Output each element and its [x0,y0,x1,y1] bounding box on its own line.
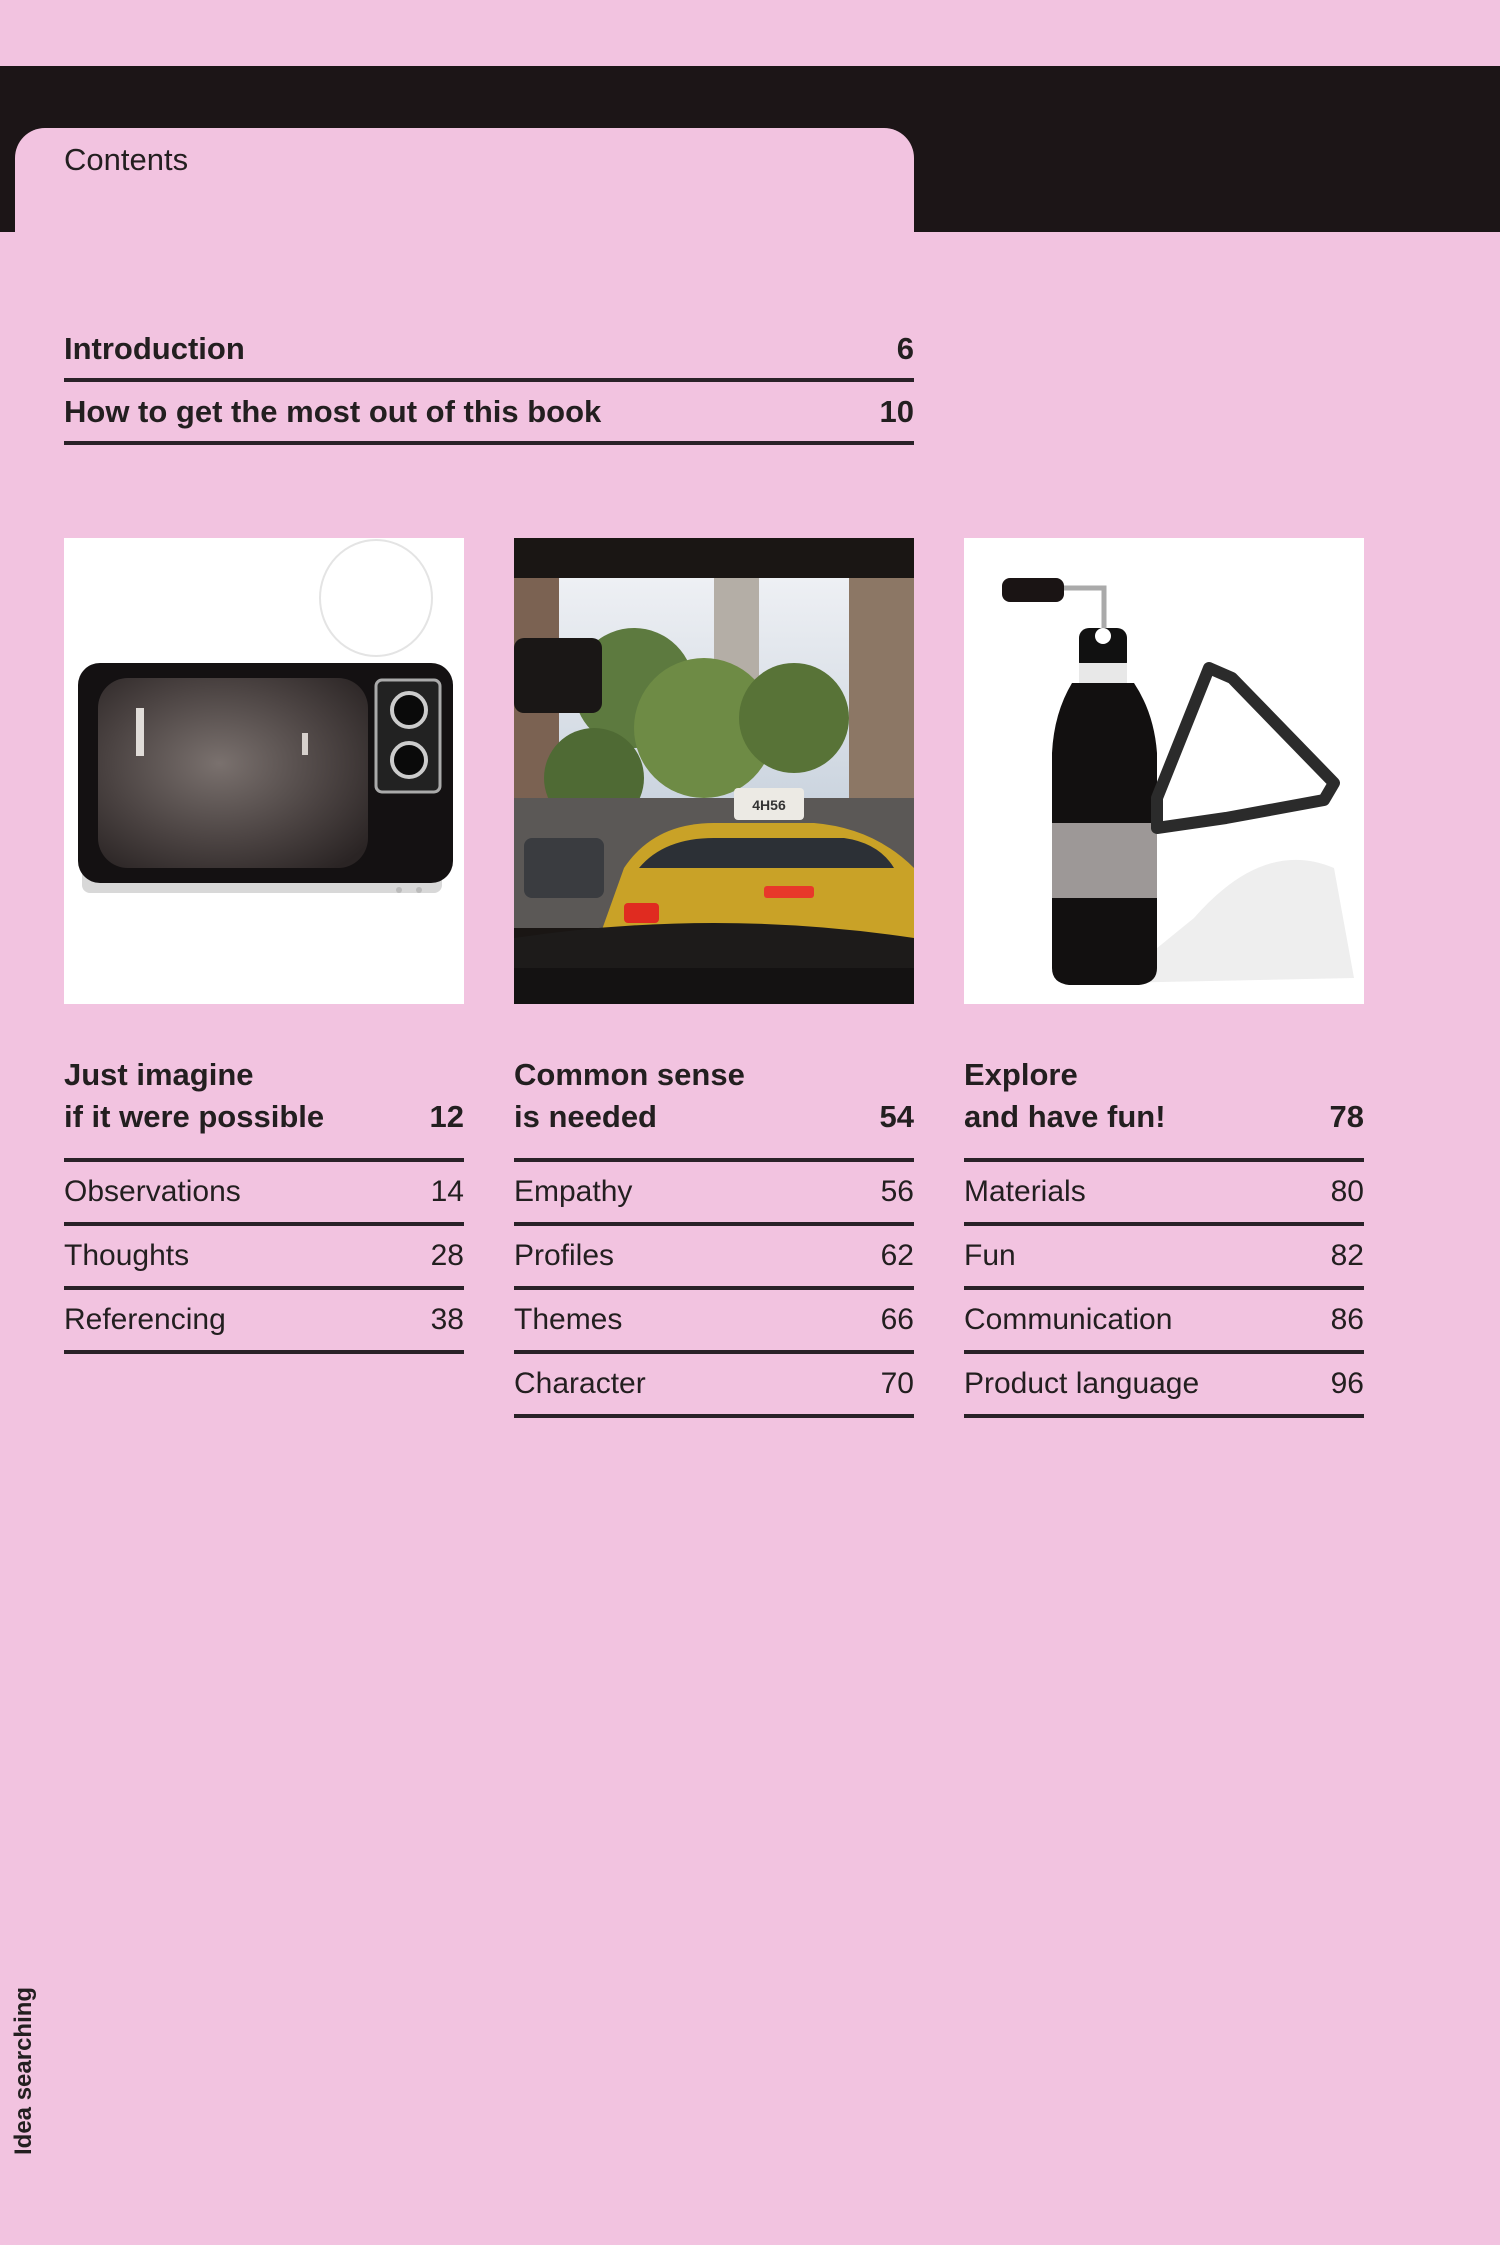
toc-entry-title: Product language [964,1367,1200,1400]
toc-entry-page: 70 [880,1367,914,1400]
toc-entry-page: 6 [896,331,914,366]
toc-entry-thoughts[interactable] [64,1226,464,1290]
toc-entry-title: Character [514,1367,646,1400]
section-title: Just imagine if it were possible [64,1057,325,1134]
toc-entry-how-to[interactable] [64,383,914,445]
toc-entry-title: Introduction [64,331,245,366]
toc-entry-empathy[interactable] [514,1162,914,1226]
tv-photo [64,538,464,1004]
section-explore [964,1055,1364,1418]
toc-entry-referencing[interactable] [64,1290,464,1354]
toc-entry-title: Empathy [514,1175,633,1208]
section-common-sense [514,1055,914,1418]
toc-entry-title: How to get the most out of this book [64,394,602,429]
toc-entry-page: 28 [430,1239,464,1272]
page-title: Contents [64,142,189,177]
toc-entry-materials[interactable] [964,1162,1364,1226]
toc-entry-title: Observations [64,1175,241,1208]
toc-entry-page: 14 [430,1175,464,1208]
toc-entry-title: Materials [964,1175,1086,1208]
toc-entry-title: Profiles [514,1239,615,1272]
toc-entry-page: 80 [1330,1175,1364,1208]
section-just-imagine [64,1055,464,1354]
toc-entry-title: Thoughts [64,1239,190,1272]
toc-entry-themes[interactable] [514,1290,914,1354]
toc-entry-title: Fun [964,1239,1016,1272]
toc-entry-page: 66 [880,1303,914,1336]
taxi-sign-text: 4H56 [752,797,786,813]
toc-entry-observations[interactable] [64,1162,464,1226]
section-page: 54 [879,1099,914,1134]
section-page: 12 [429,1099,464,1134]
section-heading[interactable] [514,1055,914,1162]
section-heading[interactable] [64,1055,464,1162]
toc-entry-introduction[interactable] [64,320,914,382]
toc-entry-product-language[interactable] [964,1354,1364,1418]
toc-entry-page: 96 [1330,1367,1364,1400]
toc-entry-page: 82 [1330,1239,1364,1272]
taxi-street-photo [514,538,914,1004]
section-heading[interactable] [964,1055,1364,1162]
toc-entry-fun[interactable] [964,1226,1364,1290]
toc-entry-page: 62 [880,1239,914,1272]
toc-entry-communication[interactable] [964,1290,1364,1354]
toc-entry-character[interactable] [514,1354,914,1418]
section-title: Common sense is needed [514,1057,745,1134]
toc-entry-title: Communication [964,1303,1173,1336]
side-running-head: Idea searching [10,1986,37,2155]
toc-entry-page: 38 [430,1303,464,1336]
toc-entry-page: 56 [880,1175,914,1208]
section-page: 78 [1329,1099,1364,1134]
section-title: Explore and have fun! [964,1057,1166,1134]
bottle-photo [964,538,1364,1004]
toc-entry-page: 10 [879,394,914,429]
toc-entry-profiles[interactable] [514,1226,914,1290]
toc-entry-page: 86 [1330,1303,1364,1336]
toc-entry-title: Themes [514,1303,623,1336]
toc-entry-title: Referencing [64,1303,226,1336]
